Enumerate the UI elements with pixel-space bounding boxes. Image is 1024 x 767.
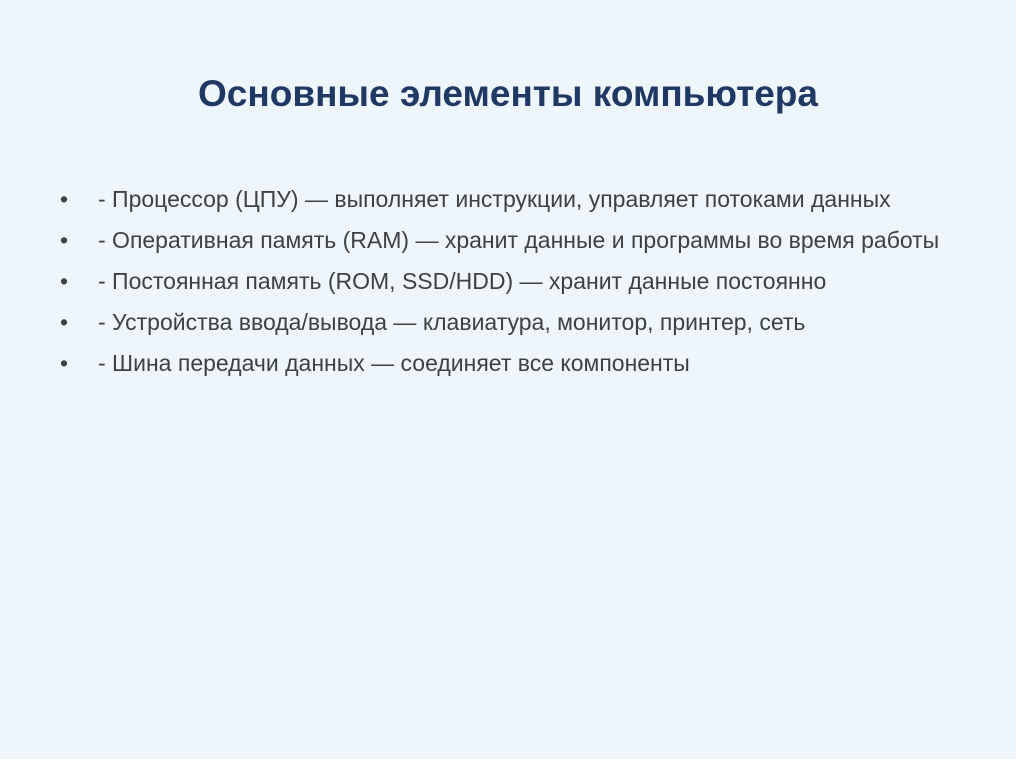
bullet-dot-icon: •	[60, 227, 69, 253]
bullet-dot-icon: •	[60, 268, 69, 294]
bullet-dot-icon: •	[60, 186, 69, 212]
slide-title: Основные элементы компьютера	[198, 73, 818, 114]
bullet-text: - Процессор (ЦПУ) — выполняет инструкции, управляет потоками данных	[98, 186, 891, 212]
bullet-item-ram	[60, 223, 960, 258]
bullet-text: - Устройства ввода/вывода — клавиатура, монитор, принтер, сеть	[98, 309, 806, 335]
bullet-text: - Постоянная память (ROM, SSD/HDD) — хранит данные постоянно	[98, 268, 827, 294]
bullet-dot-icon: •	[60, 350, 69, 376]
bullet-text: - Шина передачи данных — соединяет все компоненты	[98, 350, 690, 376]
bullet-item-bus	[60, 346, 960, 381]
bullet-item-storage	[60, 264, 960, 299]
bullet-text: - Оперативная память (RAM) — хранит данные и программы во время работы	[98, 227, 940, 253]
bullet-item-io	[60, 305, 960, 340]
bullet-list	[60, 182, 960, 387]
bullet-item-cpu	[60, 182, 960, 217]
bullet-dot-icon: •	[60, 309, 69, 335]
